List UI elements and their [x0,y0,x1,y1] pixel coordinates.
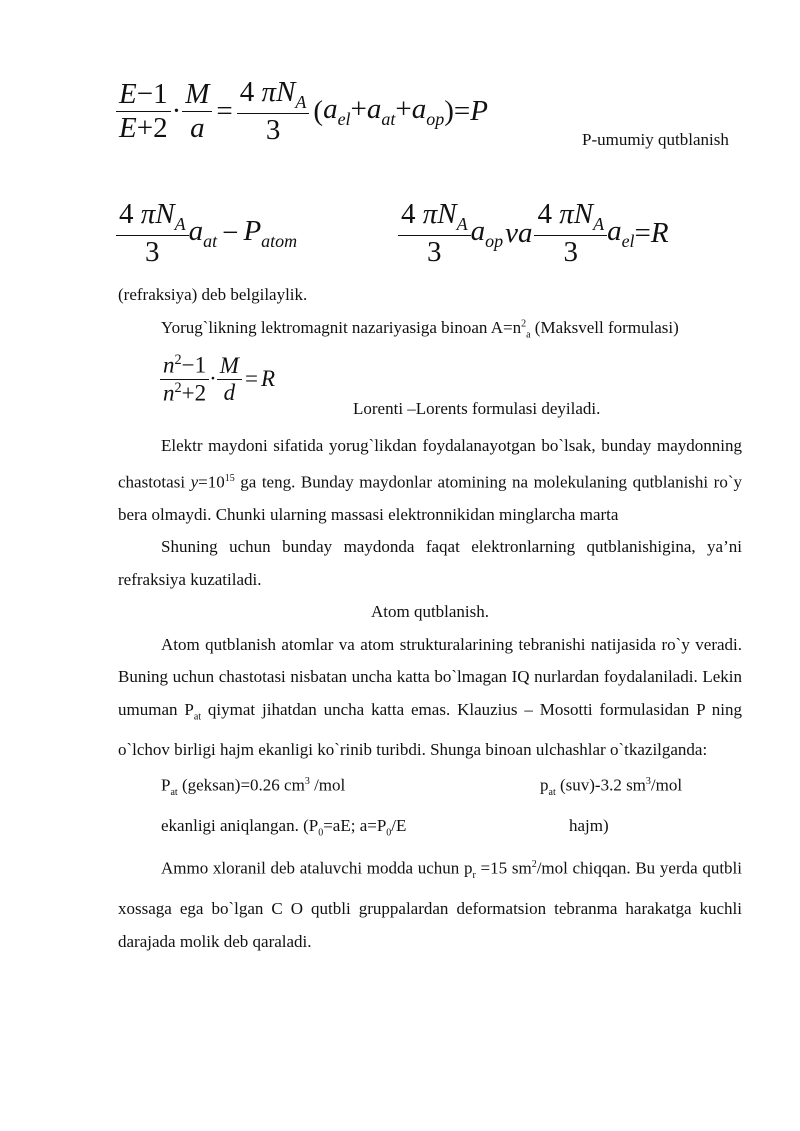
definition-row: ekanligi aniqlangan. ($P_0=aE$; $a=P_0/E$ hajm) [161,815,609,838]
body-text [118,430,742,958]
fraction-avogadro: $\frac{4 \pi N_A}{3}$ [237,76,310,147]
measurement-row: $P_{at}$ (geksan)=0.26 $cm^3$ /mol $p_{at}$ (suv)-3.2 $sm^3$/mol [161,775,683,799]
clausius-mosotti-equation: $\frac{E-1}{E+2}$ · $\frac{M}{a}$ = $\frac{4 \pi N_A}{3}$ ( $a_{el}+a_{at}+a_{op}$ )= P [116,76,488,147]
xloranil-paragraph: Ammo xloranil deb ataluvchi modda uchun $p_r =15$ $sm^2$/mol chiqqan. Bu yerda qutbli xossaga ega bo`lgan C O qutbli gruppalardan deformatsion tebranma harakatga kuchli darajada molik deb qaraladi. [118,859,742,951]
section-heading: Atom qutblanish. [370,602,490,622]
fraction-molar: $\frac{M}{a}$ [182,78,212,145]
fraction-dielectric: $\frac{E-1}{E+2}$ [116,78,171,145]
atom-paragraph: Atom qutblanish atomlar va atom strukturalarining tebranishi natijasida ro`y veradi. Buning uchun chastotasi nisbatan uncha katta bo`lmagan IQ nurlardan foydalaniladi. Lekin umuman $P_{at}$ qiymat jihatdan uncha katta emas. Klauzius – Mosotti formulasidan P ning o`lchov birligi hajm ekanligi ko`rinib turibdi. Shunga binoan ulchashlar o`tkazilganda: [118,634,743,759]
field-paragraph: Elektr maydoni sifatida yorug`likdan foydalanayotgan bo`lsak, bunday maydonning chastotasi $y=10^{15}$ ga teng. Bunday maydonlar atomining na molekulaning qutblanishi ro`y bera olmaydi. Chunki ularning massasi elektronnikidan minglarcha marta [118,436,742,524]
refraction-note: (refraksiya) deb belgilaylik. [118,285,308,304]
refraction-equation: $\frac{4 \pi N_A}{3}$ $a_{op}$ va $\frac{4 \pi N_A}{3}$ $a_{el}$ = R [398,198,669,269]
atomic-polarization-equation: $\frac{4 \pi N_A}{3}$ $a_{at}$ − $P_{atom}$ [116,198,297,269]
equation-label: P-umumiy qutblanish [582,130,729,149]
refraction-paragraph: Shuning uchun bunday maydonda faqat elektronlarning qutblanishigina, ya’ni refraksiya kuzatiladi. [118,537,742,589]
lorentz-equation: $\frac{n^2-1}{n^2+2}$ · $\frac{M}{d}$ = R [160,352,275,406]
maxwell-paragraph: Yorug`likning lektromagnit nazariyasiga binoan $A=n^2_a$ (Maksvell formulasi) [161,318,679,341]
lorentz-label: Lorenti –Lorents formulasi deyiladi. [353,399,601,418]
